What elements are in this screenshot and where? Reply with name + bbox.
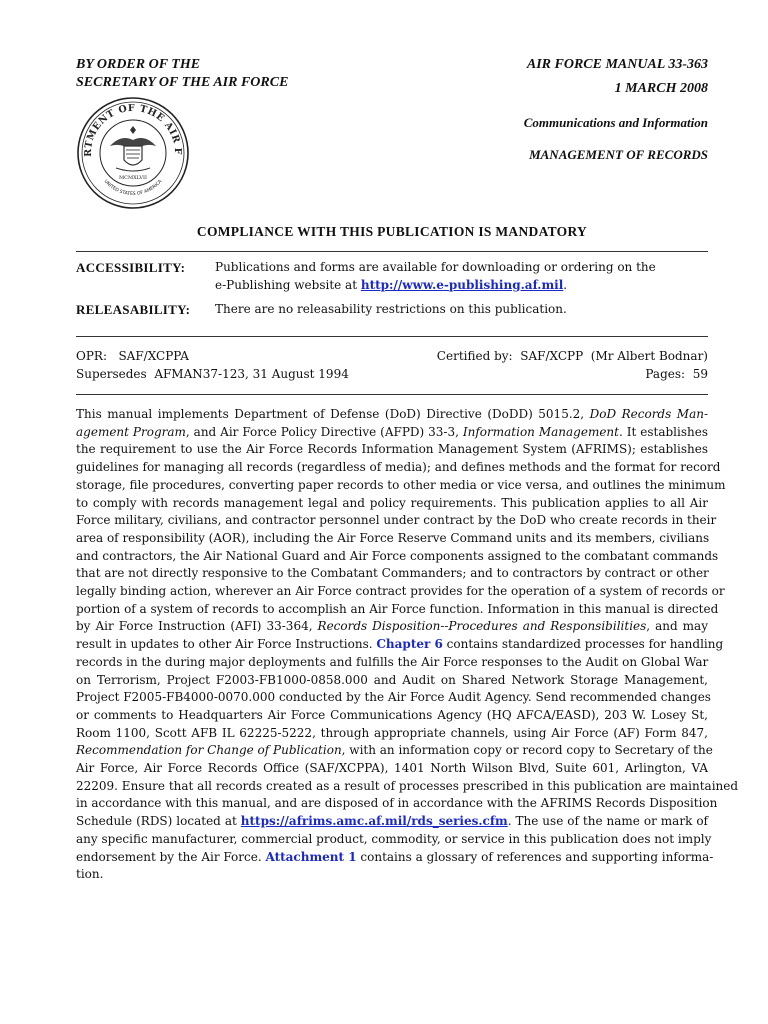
certified-line [437,348,708,366]
releasability-label: RELEASABILITY: [76,302,191,317]
body-text: contains a glossary of references and supporting informa- [356,849,714,864]
body-line [76,406,708,424]
body-line: portion of a system of records to accomplish an Air Force function. Information in this manual is directed [76,601,719,616]
publication-date: 1 MARCH 2008 [614,81,708,96]
attachment-1-link[interactable]: Attachment 1 [265,849,357,864]
supersedes-label: Supersedes [76,367,147,381]
issuing-authority-line1: BY ORDER OF THE [76,57,201,72]
releasability-text: There are no releasability restrictions on this publication. [215,302,567,316]
accessibility-line2 [215,277,710,295]
department-seal [76,96,190,210]
body-line: guidelines for managing all records (regardless of media); and defines methods and the format for record [76,460,721,475]
body-line: that are not directly responsive to the Combatant Commanders; and to contractors by contract or other [76,566,709,581]
body-line [76,424,708,442]
issuing-authority-line2: SECRETARY OF THE AIR FORCE [76,75,289,90]
e-publishing-link[interactable]: http://www.e-publishing.af.mil [360,277,564,292]
body-line: legally binding action, wherever an Air Force contract provides for the operation of a system of records or [76,584,725,599]
body-line: in accordance with this manual, and are disposed of in accordance with the AFRIMS Records Disposition [76,796,718,811]
body-line: Room 1100, Scott AFB IL 62225-5222, through appropriate channels, using Air Force (AF) Form 847, [76,725,708,740]
body-line [76,813,708,831]
body-line: any specific manufacturer, commercial product, commodity, or service in this publication does not imply [76,831,712,846]
body-text: Schedule (RDS) located at [76,814,241,829]
body-text: endorsement by the Air Force. [76,849,266,864]
publication-category: Communications and Information [523,115,708,130]
air-force-seal-icon [76,96,190,210]
body-line: tion. [76,867,104,882]
body-line: to comply with records management legal and policy requirements. This publication applies to all Air [76,495,708,510]
body-italic: Records Disposition--Procedures and Responsibilities [317,619,647,634]
compliance-statement: COMPLIANCE WITH THIS PUBLICATION IS MANDATORY [196,224,588,239]
accessibility-label: ACCESSIBILITY: [76,260,186,275]
body-line [76,849,714,867]
body-line: Air Force, Air Force Records Office (SAF/XCPPA), 1401 North Wilson Blvd, Suite 601, Arlington, VA [76,761,708,776]
opr-label: OPR: [76,349,107,363]
chapter-6-link[interactable]: Chapter 6 [376,637,443,652]
body-line: Project F2005-FB4000-0070.000 conducted by the Air Force Audit Agency. Send recommended changes [76,690,711,705]
publication-id-block [527,56,708,98]
body-line: 22209. Ensure that all records created as a result of processes prescribed in this publication are maintained [76,778,739,793]
body-text: , with an information copy or record copy to Secretary of the [341,743,713,758]
supersedes-line [76,366,349,384]
body-text: . The use of the name or mark of [507,814,708,829]
accessibility-line2-end: . [563,277,568,292]
body-line: on Terrorism, Project F2003-FB1000-0858.000 and Audit on Shared Network Storage Management, [76,672,708,687]
opr-value: SAF/XCPPA [118,349,189,363]
body-text: , and may [646,619,708,634]
body-line: or comments to Headquarters Air Force Communications Agency (HQ AFCA/EASD), 203 W. Losey St, [76,707,708,722]
body-text: , and Air Force Policy Directive (AFPD) 33-3, [185,424,463,439]
accessibility-line2-text: e-Publishing website at [215,277,361,292]
divider-top [76,251,708,252]
divider-middle [76,336,708,337]
issuing-authority [76,56,288,92]
body-line: the requirement to use the Air Force Records Information Management System (AFRIMS); establishes [76,442,708,457]
body-italic: Information Management [462,424,619,439]
divider-bottom [76,394,708,395]
body-line [76,742,713,760]
publication-number: AIR FORCE MANUAL 33-363 [526,57,708,72]
certified-label: Certified by: [436,349,513,363]
pages-value: 59 [692,367,708,381]
body-line: area of responsibility (AOR), including the Air Force Reserve Command units and its members, civilians [76,530,710,545]
body-text: This manual implements Department of Defense (DoD) Directive (DoDD) 5015.2, [76,407,590,421]
body-text: . It establishes [619,424,708,439]
body-text: result in updates to other Air Force Instructions. [76,637,377,652]
body-text: by Air Force Instruction (AFI) 33-364, [76,619,318,634]
body-line [76,636,724,654]
body-italic: DoD Records Man- [589,407,709,421]
body-italic: agement Program [76,424,186,439]
certified-value: SAF/XCPP (Mr Albert Bodnar) [520,349,708,363]
body-italic: Recommendation for Change of Publication [76,743,342,758]
accessibility-text [215,259,710,294]
body-line: storage, file procedures, converting paper records to other media or vice versa, and outlines the minimum [76,477,726,492]
accessibility-line1: Publications and forms are available for downloading or ordering on the [215,260,656,274]
publication-subject: MANAGEMENT OF RECORDS [529,147,708,162]
body-line [76,618,708,636]
body-paragraph [76,406,739,884]
body-line: and contractors, the Air National Guard and Air Force components assigned to the combatant commands [76,548,719,563]
seal-outer-text: RTMENT OF THE AIR F [82,102,184,157]
supersedes-value: AFMAN37-123, 31 August 1994 [154,367,349,381]
afrims-rds-link[interactable]: https://afrims.amc.af.mil/rds_series.cfm [240,814,508,829]
pages-line [645,366,708,384]
pages-label: Pages: [645,367,686,381]
body-line: Force military, civilians, and contractor personnel under contract by the DoD who create records in their [76,513,717,528]
seal-year: MCMXLVII [119,175,147,181]
body-text: contains standardized processes for handling [442,637,724,652]
body-line: records in the during major deployments and fulfills the Air Force responses to the Audit on Global War [76,654,709,669]
opr-line [76,348,189,366]
seal-bottom-text: UNITED STATES OF AMERICA [102,179,164,198]
